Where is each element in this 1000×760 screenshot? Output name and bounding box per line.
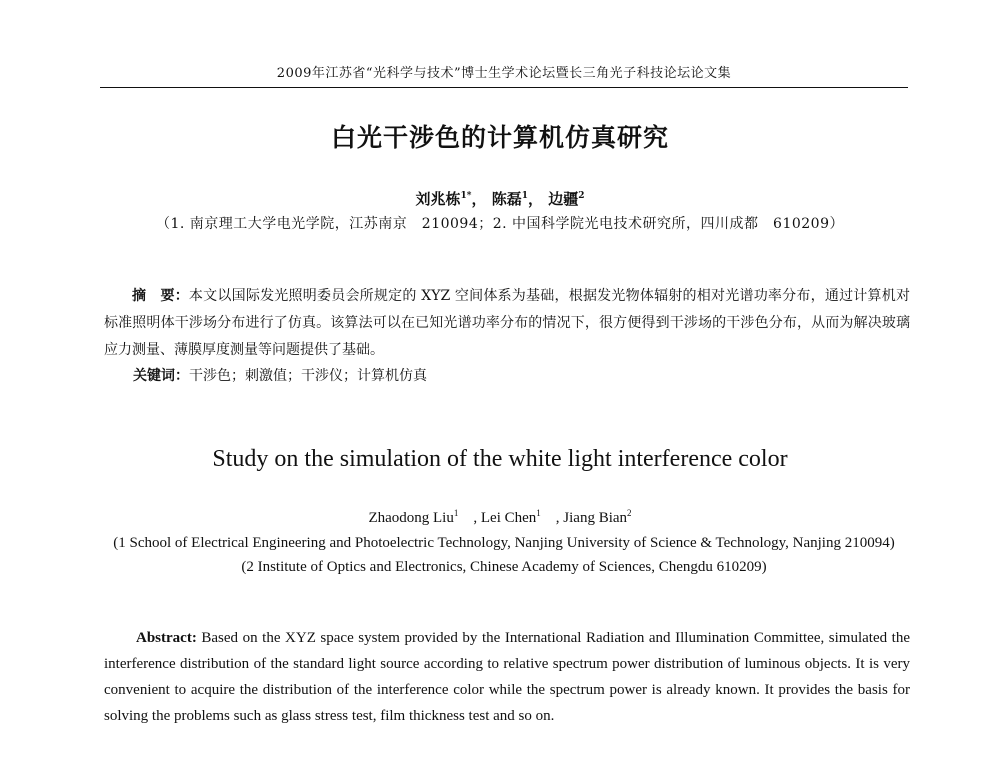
abstract-text-cn: 本文以国际发光照明委员会所规定的 XYZ 空间体系为基础，根据发光物体辐射的相对光谱功率分布，通过计算机对标准照明体干涉场分布进行了仿真。该算法可以在已知光谱功率分布的情况下，很方便得到干涉场的干涉色分布，从而为解决玻璃应力测量、薄膜厚度测量等问题提供了基础。 xyxy=(104,288,910,358)
affiliation-en-1: (1 School of Electrical Engineering and Photoelectric Technology, Nanjing University of Science & Technology, Nanjing 210094) xyxy=(113,535,895,551)
author-name: 刘兆栋 xyxy=(415,190,461,208)
abstract-cn xyxy=(104,283,910,364)
abstract-text-en: Based on the XYZ space system provided by the International Radiation and Illumination Committee, simulated the interference distribution of the standard light source according to relative spectrum power distribution of luminous objects. It is very convenient to acquire the distribution of the interference color while the spectrum power is already known. It provides the basis for solving the problems such as glass stress test, film thickness test and so on. xyxy=(104,630,911,724)
affiliations-en xyxy=(100,531,908,579)
authors-en xyxy=(0,506,1000,527)
abstract-label-cn: 摘 要： xyxy=(132,288,189,304)
paper-title-en: Study on the simulation of the white light interference color xyxy=(212,446,788,472)
keywords-cn xyxy=(133,365,427,385)
affiliation-en-2: (2 Institute of Optics and Electronics, Chinese Academy of Sciences, Chengdu 610209) xyxy=(241,559,767,575)
author-name: Jiang Bian xyxy=(563,510,628,526)
author-mark: 2 xyxy=(578,191,585,201)
author-mark: 1 xyxy=(453,508,459,518)
author-name: Lei Chen xyxy=(480,510,537,526)
paper-title-cn: 白光干涉色的计算机仿真研究 xyxy=(330,123,669,152)
affiliations-cn: （1. 南京理工大学电光学院，江苏南京 210094；2. 中国科学院光电技术研究所，四川成都 610209） xyxy=(156,216,844,232)
running-header: 2009年江苏省“光科学与技术”博士生学术论坛暨长三角光子科技论坛论文集 xyxy=(100,62,908,88)
author-sep: , xyxy=(540,510,564,526)
keywords-label-cn: 关键词： xyxy=(133,368,189,384)
author-mark: 1* xyxy=(460,191,472,201)
author-mark: 1 xyxy=(536,508,541,518)
author-name: 陈磊 xyxy=(491,190,522,208)
author-name: Zhaodong Liu xyxy=(368,510,454,526)
abstract-en xyxy=(104,625,910,729)
authors-cn xyxy=(0,188,1000,209)
author-mark: 1 xyxy=(521,191,528,201)
author-sep: ， xyxy=(471,190,487,208)
keywords-text-cn: 干涉色；刺激值；干涉仪；计算机仿真 xyxy=(189,368,427,384)
author-sep: ， xyxy=(527,190,543,208)
author-sep: , xyxy=(458,510,481,526)
author-mark: 2 xyxy=(627,508,632,518)
author-name: 边疆 xyxy=(548,190,579,208)
abstract-label-en: Abstract: xyxy=(136,630,197,646)
